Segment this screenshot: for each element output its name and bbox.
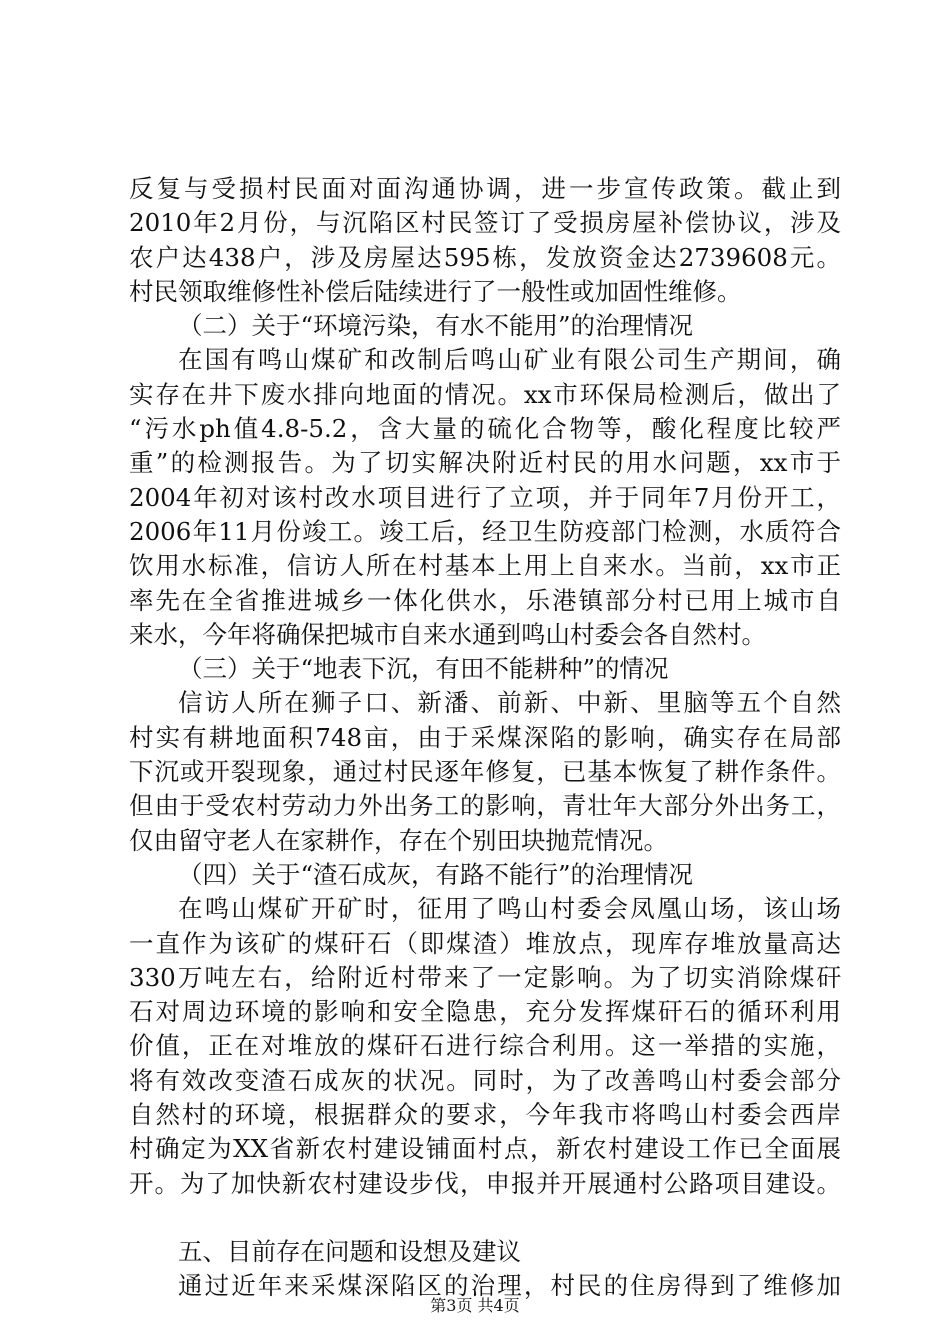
section-heading: （四）关于“渣石成灰，有路不能行”的治理情况 xyxy=(178,859,694,889)
text-line: 2004年初对该村改水项目进行了立项，并于同年7月份开工， xyxy=(129,482,841,512)
page-number-footer: 第3页 共4页 xyxy=(430,1296,520,1315)
text-line: 一直作为该矿的煤矸石（即煤渣）堆放点，现库存堆放量高达 xyxy=(129,928,841,958)
section-heading: 五、目前存在问题和设想及建议 xyxy=(178,1236,521,1266)
text-line: 农户达438户，涉及房屋达595栋，发放资金达2739608元。 xyxy=(129,242,841,272)
document-body xyxy=(129,172,841,1304)
text-line: 石对周边环境的影响和安全隐患，充分发挥煤矸石的循环利用 xyxy=(129,997,841,1027)
text-line: 在鸣山煤矿开矿时，征用了鸣山村委会凤凰山场，该山场 xyxy=(178,894,841,924)
text-line: 仅由留守老人在家耕作，存在个别田块抛荒情况。 xyxy=(129,825,668,855)
text-line: 价值，正在对堆放的煤矸石进行综合利用。这一举措的实施， xyxy=(129,1031,841,1061)
text-line: 村民领取维修性补偿后陆续进行了一般性或加固性维修。 xyxy=(129,276,742,306)
section-heading: （二）关于“环境污染，有水不能用”的治理情况 xyxy=(178,311,694,341)
text-line: 村实有耕地面积748亩，由于采煤深陷的影响，确实存在局部 xyxy=(129,722,841,752)
text-line: 开。为了加快新农村建设步伐，申报并开展通村公路项目建设。 xyxy=(129,1168,841,1198)
text-line: 通过近年来采煤深陷区的治理，村民的住房得到了维修加 xyxy=(178,1271,841,1301)
text-line: “污水ph值4.8-5.2，含大量的硫化合物等，酸化程度比较严 xyxy=(129,414,841,444)
text-line: 在国有鸣山煤矿和改制后鸣山矿业有限公司生产期间，确 xyxy=(178,345,841,375)
text-line: 2010年2月份，与沉陷区村民签订了受损房屋补偿协议，涉及 xyxy=(129,208,841,238)
text-line: 来水，今年将确保把城市自来水通到鸣山村委会各自然村。 xyxy=(129,619,766,649)
text-line: 重”的检测报告。为了切实解决附近村民的用水问题，xx市于 xyxy=(129,448,841,478)
text-line: 自然村的环境，根据群众的要求，今年我市将鸣山村委会西岸 xyxy=(129,1100,841,1130)
section-heading: （三）关于“地表下沉，有田不能耕种”的情况 xyxy=(178,654,669,684)
text-line: 村确定为XX省新农村建设铺面村点，新农村建设工作已全面展 xyxy=(129,1134,841,1164)
text-line: 率先在全省推进城乡一体化供水，乐港镇部分村已用上城市自 xyxy=(129,585,841,615)
text-line: 饮用水标准，信访人所在村基本上用上自来水。当前，xx市正 xyxy=(129,551,841,581)
text-line: 330万吨左右，给附近村带来了一定影响。为了切实消除煤矸 xyxy=(129,962,841,992)
text-line: 但由于受农村劳动力外出务工的影响，青壮年大部分外出务工， xyxy=(129,791,841,821)
text-line: 信访人所在狮子口、新潘、前新、中新、里脑等五个自然 xyxy=(178,688,841,718)
text-line: 2006年11月份竣工。竣工后，经卫生防疫部门检测，水质符合 xyxy=(129,516,841,546)
text-line: 下沉或开裂现象，通过村民逐年修复，已基本恢复了耕作条件。 xyxy=(129,757,841,787)
text-line: 反复与受损村民面对面沟通协调，进一步宣传政策。截止到 xyxy=(129,174,841,203)
paragraph-gap xyxy=(129,1201,841,1235)
text-line: 将有效改变渣石成灰的状况。同时，为了改善鸣山村委会部分 xyxy=(129,1065,841,1095)
text-line: 实存在井下废水排向地面的情况。xx市环保局检测后，做出了 xyxy=(129,379,841,409)
